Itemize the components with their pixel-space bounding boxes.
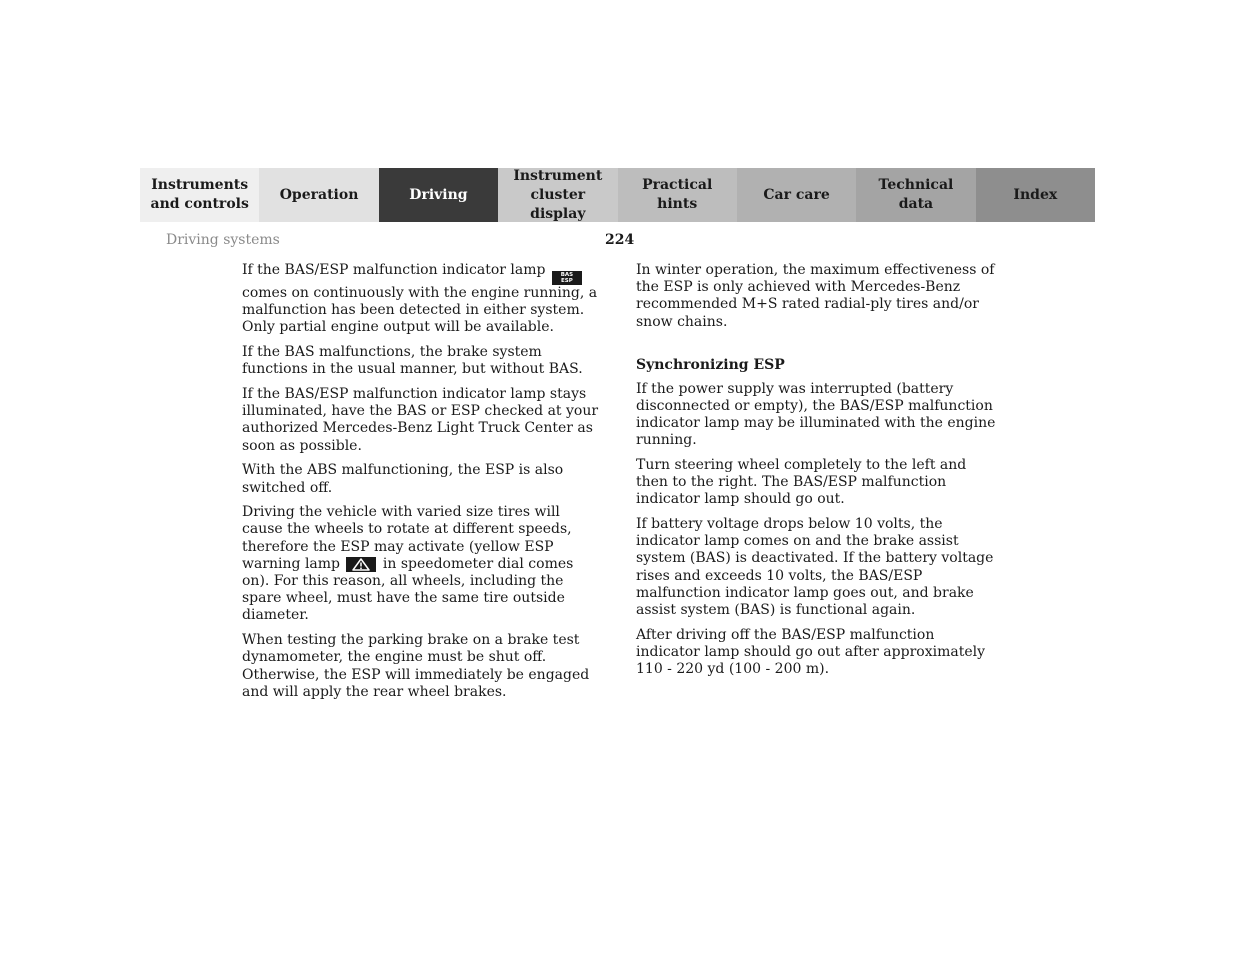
page-number: 224 <box>605 232 635 248</box>
paragraph: If the BAS/ESP malfunction indicator lamp stays illuminated, have the BAS or ESP checked at your authorized Mercedes-Benz Light Truck Center as soon as possible. <box>242 386 599 454</box>
paragraph <box>242 262 604 337</box>
tab-practical-hints[interactable] <box>618 168 737 222</box>
paragraph: In winter operation, the maximum effectiveness of the ESP is only achieved with Mercedes-Benz recommended M+S rated radial-ply tires and/or snow chains. <box>636 262 995 330</box>
paragraph-text: If the BAS/ESP malfunction indicator lamp <box>242 262 546 278</box>
tab-label: Instrument cluster display <box>513 167 603 222</box>
paragraph: When testing the parking brake on a brake test dynamometer, the engine must be shut off. Otherwise, the ESP will immediately be engaged and will apply the rear wheel brakes. <box>242 632 590 700</box>
tab-label: Driving <box>409 186 468 203</box>
paragraph: With the ABS malfunctioning, the ESP is also switched off. <box>242 462 564 496</box>
icon-text: ESP <box>561 278 573 284</box>
tab-label: Index <box>1013 186 1058 203</box>
paragraph-text: comes on continuously with the engine running, a malfunction has been detected in either system. Only partial engine output will be available. <box>242 285 598 336</box>
paragraph: Turn steering wheel completely to the left and then to the right. The BAS/ESP malfunction indicator lamp should go out. <box>636 456 967 508</box>
paragraph <box>242 504 604 624</box>
tab-car-care[interactable] <box>737 168 856 222</box>
bas-esp-malfunction-lamp-icon <box>552 271 582 285</box>
tab-label: Practical hints <box>642 177 713 212</box>
tab-instrument-cluster-display[interactable] <box>498 168 617 222</box>
paragraph: After driving off the BAS/ESP malfunction indicator lamp should go out after approximately 110 - 220 yd (100 - 200 m). <box>636 626 985 678</box>
section-title: Driving systems <box>166 232 280 248</box>
tab-operation[interactable] <box>259 168 378 222</box>
esp-warning-triangle-icon <box>346 557 376 572</box>
paragraph: If the power supply was interrupted (battery disconnected or empty), the BAS/ESP malfunction indicator lamp may be illuminated with the engine running. <box>636 380 996 449</box>
tab-label: Technical data <box>878 177 954 212</box>
tab-label: Operation <box>279 186 359 203</box>
tab-driving-active[interactable] <box>379 168 498 222</box>
tab-label: Car care <box>763 186 830 203</box>
paragraph-text: Driving the vehicle with varied size tires will cause the wheels to rotate at different speeds, therefore the ESP may activate (yellow ESP warning lamp <box>242 504 572 572</box>
paragraph-text: in speedometer dial comes on). For this reason, all wheels, including the spare wheel, must have the same tire outside diameter. <box>242 555 574 624</box>
tab-index[interactable] <box>976 168 1095 222</box>
section-nav-tabs <box>140 168 1095 222</box>
right-column <box>636 262 998 686</box>
paragraph: If battery voltage drops below 10 volts, the indicator lamp comes on and the brake assist system (BAS) is deactivated. If the battery voltage rises and exceeds 10 volts, the BAS/ESP malfunction indicator lamp goes out, and brake assist system (BAS) is functional again. <box>636 515 994 618</box>
left-column <box>242 262 604 708</box>
paragraph: If the BAS malfunctions, the brake system functions in the usual manner, but without BAS. <box>242 344 583 378</box>
spacer <box>636 338 998 357</box>
tab-technical-data[interactable] <box>856 168 975 222</box>
icon-text: BAS <box>560 272 574 278</box>
tab-label: Instruments and controls <box>150 177 249 212</box>
subheading: Synchronizing ESP <box>636 357 785 374</box>
tab-instruments-and-controls[interactable] <box>140 168 259 222</box>
